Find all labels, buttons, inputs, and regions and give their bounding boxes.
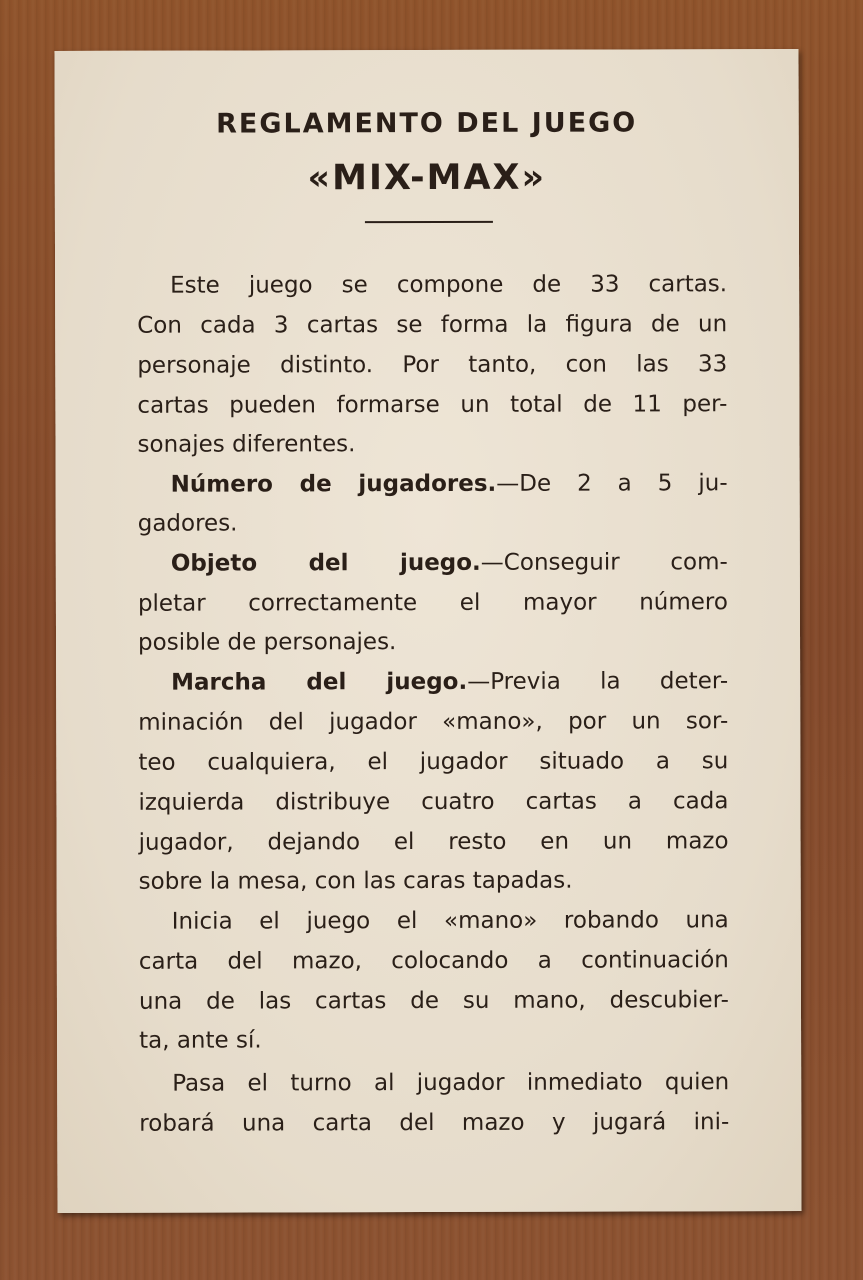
rules-card	[54, 49, 801, 1213]
paragraph-line: gadores.	[137, 510, 238, 537]
document-title: REGLAMENTO DEL JUEGO	[216, 107, 638, 140]
paragraph-line: una de las cartas de su mano, descubier-	[138, 987, 730, 1015]
paragraph-line: posible de personajes.	[137, 629, 397, 656]
paragraph-line: ta, ante sí.	[139, 1027, 262, 1054]
paragraph-line: Inicia el juego el «mano» robando una	[171, 907, 729, 935]
section-heading-jugadores: Número de jugadores.	[170, 470, 497, 498]
title-divider	[365, 221, 493, 223]
paragraph-line: jugador, dejando el resto en un mazo	[138, 828, 729, 856]
paragraph-line: Este juego se compone de 33 cartas.	[170, 271, 728, 299]
paragraph-line: sonajes diferentes.	[137, 431, 356, 458]
section-text: —Conseguir com-	[480, 549, 728, 576]
paragraph-line	[171, 545, 728, 580]
section-heading-marcha: Marcha del juego.	[171, 668, 468, 696]
paragraph-line: izquierda distribuye cuatro cartas a cada	[138, 788, 729, 816]
paragraph-line: sobre la mesa, con las caras tapadas.	[138, 867, 573, 895]
game-name: «MIX-MAX»	[307, 157, 547, 199]
paragraph-line: carta del mazo, colocando a continuación	[138, 947, 729, 975]
paragraph-line	[171, 664, 728, 699]
paragraph-line: minación del jugador «mano», por un sor-	[138, 708, 729, 736]
paragraph-line: teo cualquiera, el jugador situado a su	[138, 748, 729, 776]
paragraph-line: Con cada 3 cartas se forma la figura de un	[137, 311, 728, 339]
section-text: —Previa la deter-	[467, 668, 729, 695]
section-text: —De 2 a 5 ju-	[496, 470, 728, 497]
paragraph-line	[171, 466, 728, 501]
paragraph-line: pletar correctamente el mayor número	[137, 589, 728, 617]
section-heading-objeto: Objeto del juego.	[170, 549, 481, 577]
paragraph-line: personaje distinto. Por tanto, con las 33	[137, 351, 728, 379]
paragraph-line: robará una carta del mazo y jugará ini-	[139, 1109, 730, 1137]
paragraph-line: Pasa el turno al jugador inmediato quien	[172, 1069, 730, 1097]
paragraph-line: cartas pueden formarse un total de 11 per-	[137, 391, 728, 419]
